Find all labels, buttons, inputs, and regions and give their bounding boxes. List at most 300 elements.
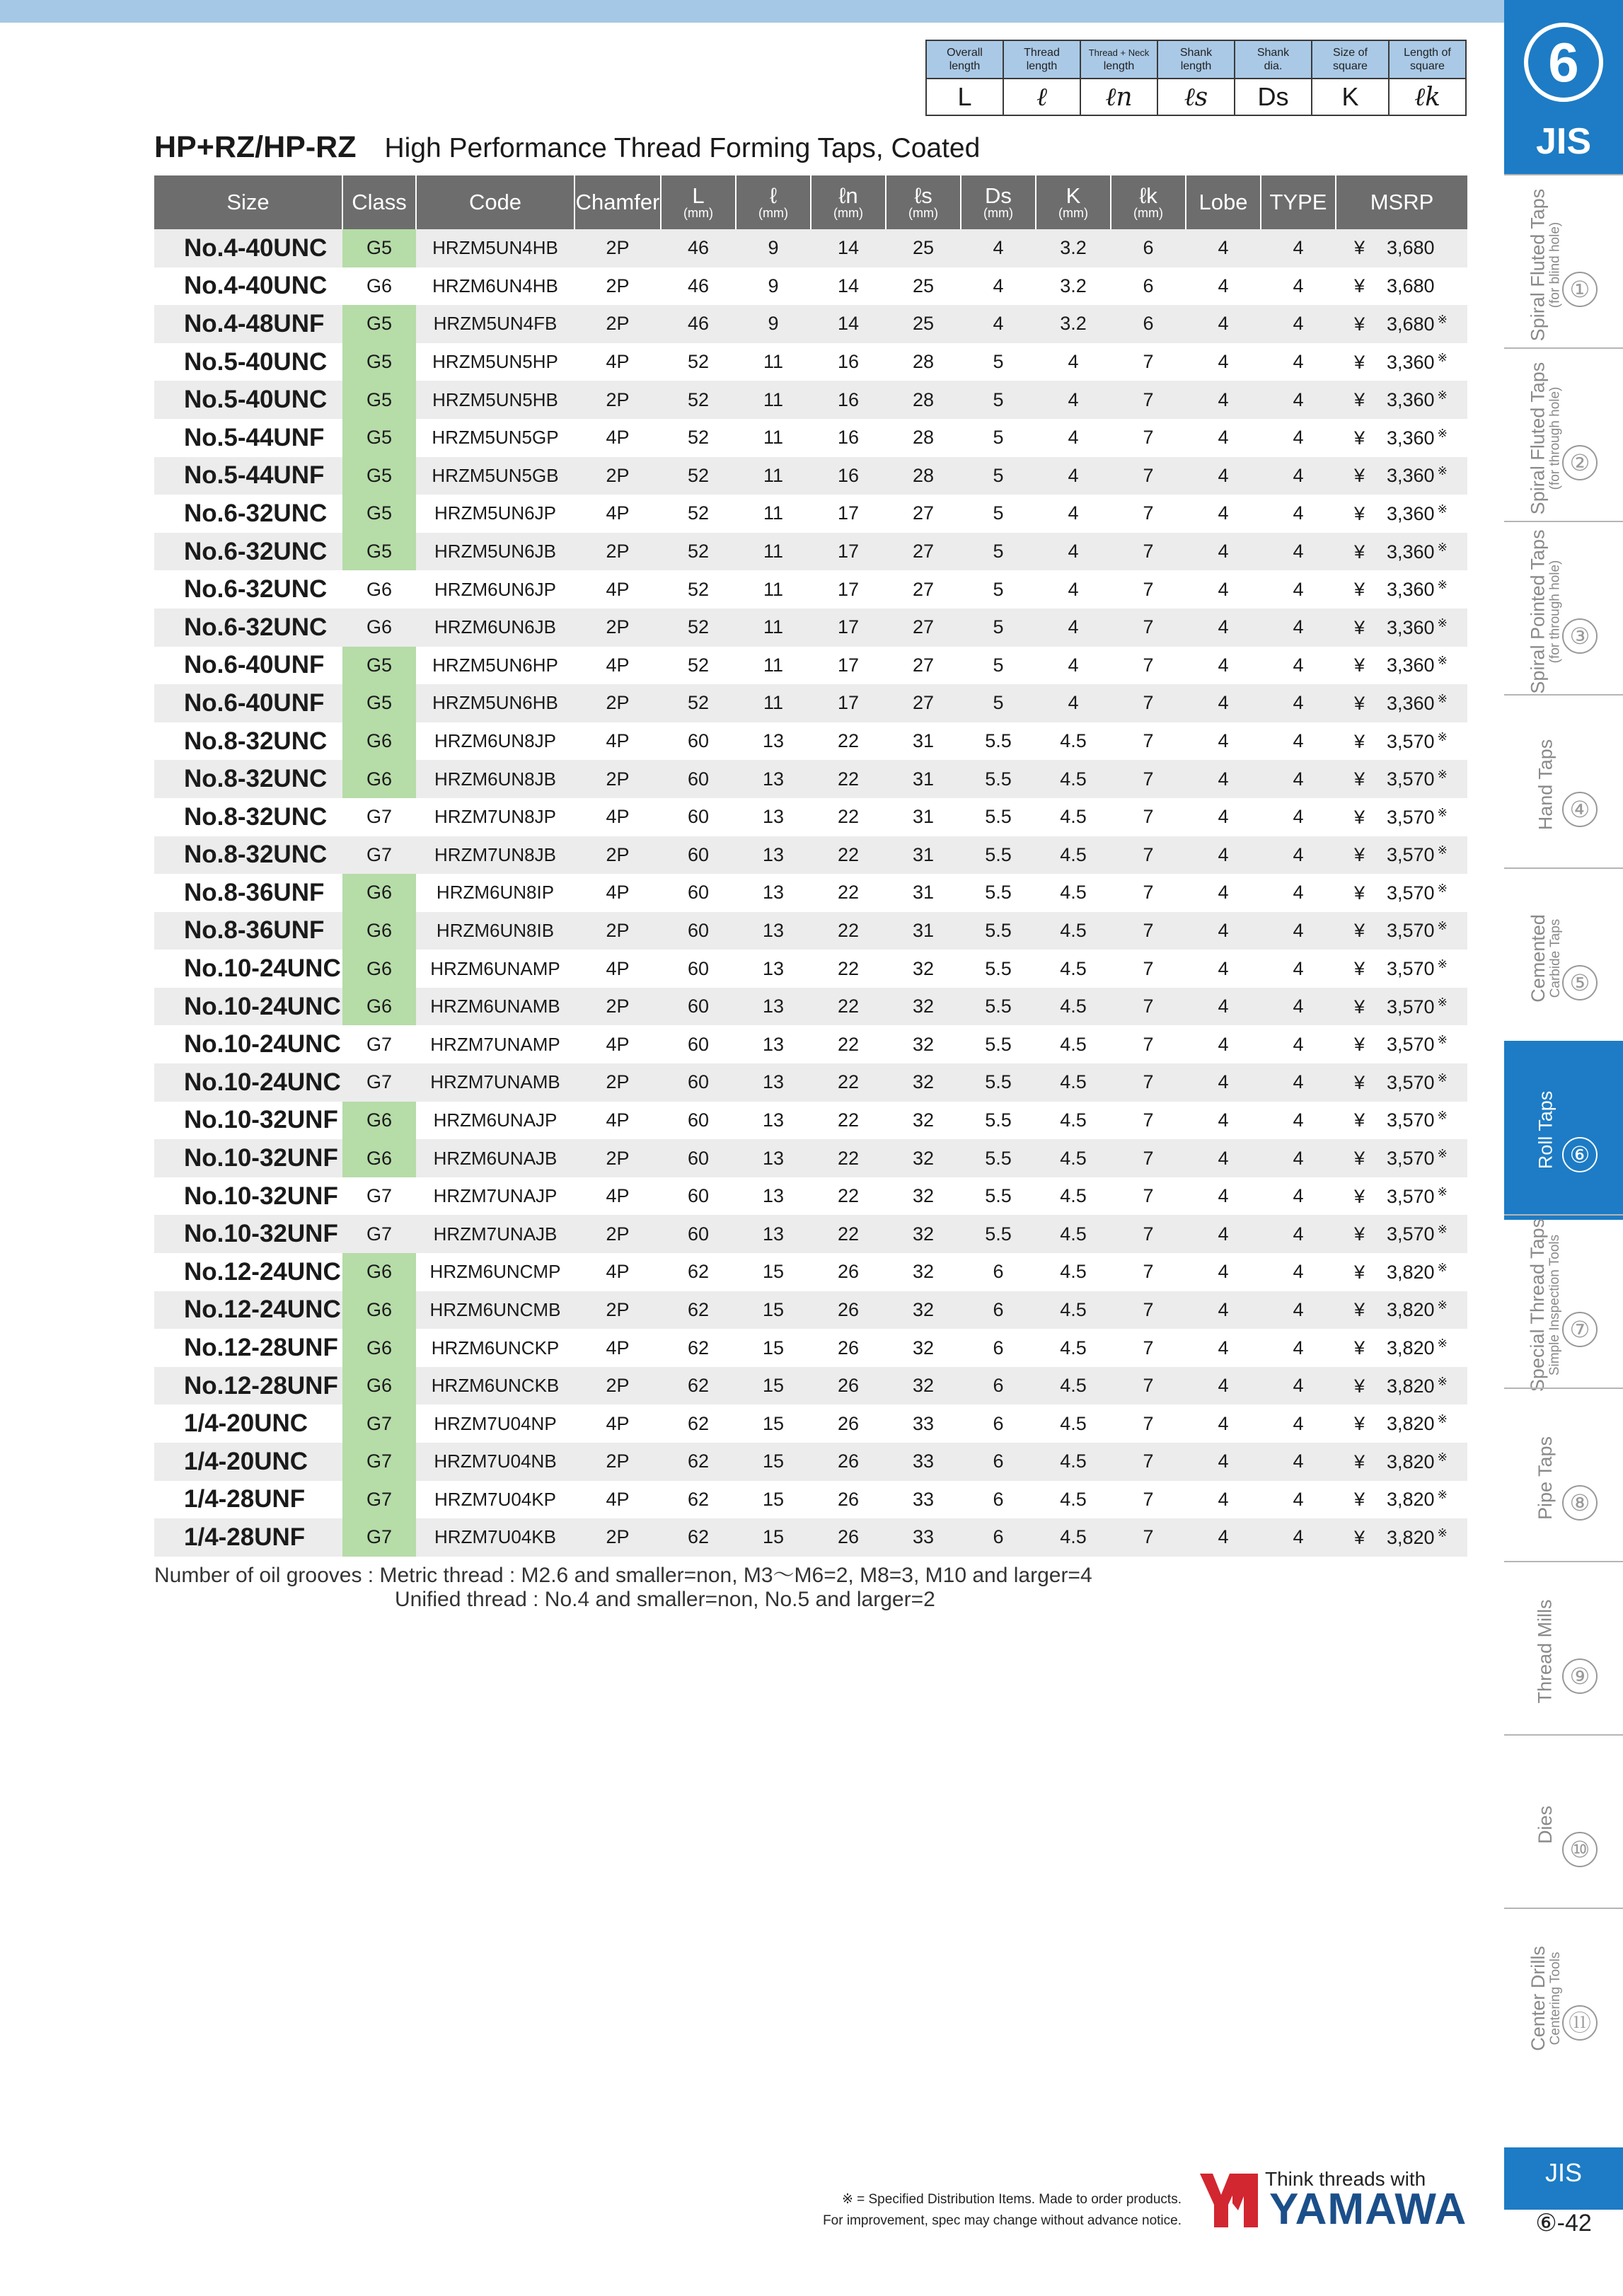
chapter-tab[interactable]: [1504, 867, 1623, 1048]
cell-class: G5: [342, 533, 416, 571]
cell-neck-length: 26: [837, 1261, 860, 1283]
chapter-tab-label-wrap: [1510, 181, 1581, 348]
cell-overall-length: 60: [661, 1215, 736, 1253]
dimension-legend: [925, 40, 1467, 116]
cell-msrp: [1336, 1215, 1467, 1253]
yen-symbol: ¥: [1354, 1223, 1365, 1245]
price-value: 3,360: [1387, 692, 1435, 714]
cell-thread-length: 15: [762, 1261, 785, 1283]
price-value: 3,360: [1387, 541, 1435, 563]
note-oil-grooves-unified: Unified thread : No.4 and smaller=non, No.5 and larger=2: [395, 1588, 935, 1611]
cell-neck-length: 17: [837, 578, 860, 600]
cell-chamfer: 4P: [606, 806, 630, 828]
chapter-tab-title: Cemented: [1527, 913, 1549, 1003]
cell-overall-length: 62: [687, 1488, 710, 1510]
price-value: 3,360: [1387, 389, 1435, 411]
cell-class: G6: [342, 760, 416, 798]
cell-square-length: 7: [1143, 1033, 1154, 1055]
price-value: 3,680: [1387, 275, 1435, 296]
cell-neck-length: 26: [811, 1291, 886, 1329]
cell-square-size: 4.5: [1060, 1337, 1087, 1358]
distribution-mark-icon: ※: [1437, 1147, 1448, 1161]
cell-overall-length: 60: [687, 957, 710, 979]
yen-symbol: ¥: [1354, 502, 1365, 524]
cell-msrp: [1336, 1139, 1467, 1177]
cell-code: HRZM6UNAMB: [416, 988, 574, 1026]
cell-code: HRZM5UN5GB: [416, 457, 574, 495]
cell-type: 4: [1261, 381, 1336, 419]
cell-square-size: 4: [1036, 381, 1111, 419]
column-header-unit: (mm): [758, 206, 788, 220]
cell-square-length: 7: [1143, 502, 1154, 524]
cell-overall-length: 60: [661, 836, 736, 875]
cell-type: 4: [1293, 578, 1304, 600]
legend-label-line: square: [1333, 60, 1368, 72]
cell-square-length: 7: [1143, 654, 1154, 676]
cell-shank-length: 28: [912, 427, 935, 449]
column-header: [961, 175, 1036, 229]
cell-thread-length: 15: [736, 1443, 811, 1481]
chapter-tab[interactable]: [1504, 347, 1623, 528]
cell-class: G6: [342, 950, 416, 988]
cell-msrp: [1336, 950, 1467, 988]
cell-thread-length: 11: [763, 427, 784, 449]
cell-size: No.4-40UNC: [154, 229, 342, 267]
cell-type: 4: [1261, 305, 1336, 343]
cell-square-length: 7: [1143, 806, 1154, 828]
cell-thread-length: 9: [736, 229, 811, 267]
legend-label: [1235, 40, 1312, 79]
cell-lobe: 4: [1186, 912, 1261, 950]
cell-neck-length: 22: [837, 806, 860, 828]
legend-label: [1389, 40, 1466, 79]
cell-class: G5: [342, 647, 416, 685]
cell-msrp: [1336, 1177, 1467, 1216]
cell-class: G7: [342, 1404, 416, 1443]
cell-overall-length: 62: [687, 1337, 710, 1358]
column-header-label: ℓs: [914, 183, 932, 208]
cell-code: HRZM5UN4HB: [416, 229, 574, 267]
cell-square-size: 4: [1036, 457, 1111, 495]
page-title: [154, 130, 980, 165]
cell-chamfer: 4P: [606, 351, 630, 373]
cell-msrp: [1336, 1063, 1467, 1102]
cell-neck-length: 26: [811, 1367, 886, 1405]
cell-msrp: [1336, 874, 1467, 912]
price-value: 3,820: [1387, 1261, 1435, 1283]
cell-size: No.6-32UNC: [154, 533, 342, 571]
cell-square-length: 7: [1111, 457, 1186, 495]
cell-class: G5: [342, 381, 416, 419]
cell-code: HRZM6UNAJB: [416, 1139, 574, 1177]
cell-square-length: 7: [1143, 1488, 1154, 1510]
distribution-mark-icon: ※: [1437, 843, 1448, 858]
chapter-tab[interactable]: [1504, 1734, 1623, 1915]
column-header-unit: (mm): [983, 206, 1013, 220]
cell-overall-length: 52: [661, 533, 736, 571]
cell-square-length: 7: [1111, 1518, 1186, 1557]
cell-square-size: 4.5: [1060, 1185, 1087, 1207]
cell-chamfer: 4P: [606, 1185, 630, 1207]
cell-neck-length: 22: [837, 730, 860, 752]
cell-square-length: 7: [1111, 912, 1186, 950]
cell-shank-dia: 6: [961, 1443, 1036, 1481]
chapter-tab[interactable]: [1504, 1214, 1623, 1395]
cell-code: HRZM5UN5HB: [416, 381, 574, 419]
legend-symbol: ℓs: [1157, 79, 1235, 115]
cell-square-size: 4.5: [1060, 1488, 1087, 1510]
column-header-label: ℓn: [838, 183, 858, 208]
chapter-jis-label: JIS: [1535, 121, 1592, 162]
footer-note-distribution: ※ = Specified Distribution Items. Made to order products.: [841, 2192, 1182, 2207]
cell-shank-length: 31: [886, 836, 961, 875]
table-row: [154, 608, 1467, 647]
distribution-mark-icon: ※: [1437, 1071, 1448, 1085]
cell-size: No.6-32UNC: [154, 608, 342, 647]
cell-type: 4: [1293, 882, 1304, 904]
cell-shank-length: 32: [886, 988, 961, 1026]
cell-size: No.8-32UNC: [154, 836, 342, 875]
cell-lobe: 4: [1218, 1109, 1229, 1131]
column-header-label: Chamfer: [575, 190, 660, 214]
cell-thread-length: 11: [736, 533, 811, 571]
cell-shank-dia: 5.5: [961, 1139, 1036, 1177]
chapter-tab[interactable]: [1504, 521, 1623, 701]
cell-code: HRZM7U04NP: [434, 1412, 557, 1434]
cell-shank-length: 33: [912, 1412, 935, 1434]
cell-type: 4: [1293, 275, 1304, 296]
cell-msrp: [1336, 229, 1467, 267]
cell-shank-dia: 5: [961, 684, 1036, 722]
cell-shank-length: 27: [912, 654, 935, 676]
cell-square-length: 7: [1111, 1215, 1186, 1253]
price-value: 3,570: [1387, 844, 1435, 866]
cell-overall-length: 60: [661, 1063, 736, 1102]
cell-shank-dia: 6: [993, 1261, 1004, 1283]
cell-thread-length: 13: [762, 806, 785, 828]
cell-size: No.10-32UNF: [184, 1182, 338, 1210]
column-header-label: Ds: [985, 183, 1012, 208]
cell-shank-dia: 5: [993, 578, 1004, 600]
legend-label: [1312, 40, 1389, 79]
cell-shank-dia: 6: [993, 1412, 1004, 1434]
cell-overall-length: 52: [687, 578, 710, 600]
cell-overall-length: 62: [661, 1367, 736, 1405]
legend-label-line: Thread: [1024, 47, 1060, 59]
chapter-tab-label-wrap: [1510, 354, 1581, 521]
cell-class: G7: [366, 806, 393, 828]
cell-neck-length: 17: [811, 608, 886, 647]
cell-size: No.12-28UNF: [184, 1334, 338, 1362]
cell-overall-length: 62: [661, 1518, 736, 1557]
cell-square-size: 4.5: [1036, 988, 1111, 1026]
cell-square-size: 4: [1068, 578, 1079, 600]
cell-thread-length: 13: [736, 1139, 811, 1177]
cell-lobe: 4: [1218, 882, 1229, 904]
cell-chamfer: 2P: [574, 381, 661, 419]
distribution-mark-icon: ※: [1437, 1109, 1448, 1123]
column-header-unit: (mm): [908, 206, 938, 220]
distribution-mark-icon: ※: [1437, 616, 1448, 630]
cell-chamfer: 4P: [606, 1261, 630, 1283]
table-row: [154, 1139, 1467, 1177]
yen-symbol: ¥: [1354, 1489, 1365, 1511]
chapter-tab-label: [1528, 914, 1563, 1003]
yen-symbol: ¥: [1354, 1185, 1365, 1207]
cell-square-length: 7: [1111, 1139, 1186, 1177]
cell-shank-length: 31: [912, 882, 935, 904]
yen-symbol: ¥: [1354, 541, 1365, 563]
chapter-tab-label-wrap: [1510, 1218, 1581, 1392]
cell-code: HRZM6UNAMP: [430, 957, 560, 979]
cell-chamfer: 2P: [574, 760, 661, 798]
cell-class: G6: [342, 608, 416, 647]
table-row: [154, 1329, 1467, 1367]
yen-symbol: ¥: [1354, 1071, 1365, 1093]
cell-msrp: [1336, 722, 1467, 761]
cell-chamfer: 2P: [574, 1215, 661, 1253]
chapter-tab-title: Thread Mills: [1535, 1599, 1556, 1704]
cell-thread-length: 11: [763, 502, 784, 524]
cell-shank-dia: 5.5: [985, 957, 1012, 979]
cell-code: HRZM6UN6JP: [434, 578, 556, 600]
legend-symbol: Ds: [1235, 79, 1312, 115]
distribution-mark-icon: ※: [1437, 502, 1448, 516]
cell-class: G6: [342, 1139, 416, 1177]
cell-square-size: 4.5: [1036, 836, 1111, 875]
cell-thread-length: 11: [763, 578, 784, 600]
product-series: HP+RZ/HP-RZ: [154, 130, 357, 164]
cell-shank-length: 28: [912, 351, 935, 373]
cell-size: No.4-48UNF: [154, 305, 342, 343]
chapter-tab-label: [1535, 1091, 1555, 1170]
column-header: [1111, 175, 1186, 229]
chapter-tab-number: ③: [1562, 618, 1598, 654]
distribution-mark-icon: ※: [1437, 995, 1448, 1009]
cell-chamfer: 4P: [606, 730, 630, 752]
column-header-label: Lobe: [1199, 190, 1248, 214]
cell-chamfer: 2P: [574, 684, 661, 722]
cell-type: 4: [1261, 912, 1336, 950]
chapter-tab-label: [1535, 1436, 1555, 1520]
cell-square-size: 4.5: [1036, 1291, 1111, 1329]
cell-code: HRZM7UNAMB: [416, 1063, 574, 1102]
chapter-tab[interactable]: [1504, 1388, 1623, 1568]
table-row: [154, 1481, 1467, 1519]
cell-size: No.4-40UNC: [184, 272, 328, 300]
cell-overall-length: 62: [687, 1412, 710, 1434]
cell-type: 4: [1261, 1291, 1336, 1329]
chapter-tab[interactable]: [1504, 694, 1623, 875]
cell-chamfer: 2P: [574, 608, 661, 647]
distribution-mark-icon: ※: [1437, 654, 1448, 668]
cell-code: HRZM5UN6HP: [432, 654, 558, 676]
cell-code: HRZM7UNAMP: [430, 1033, 560, 1055]
table-row: [154, 1177, 1467, 1216]
column-header-label: K: [1065, 183, 1081, 208]
column-header-unit: (mm): [1133, 206, 1163, 220]
chapter-tab-title: Spiral Pointed Taps: [1527, 529, 1549, 694]
table-row: [154, 305, 1467, 343]
price-value: 3,680: [1387, 313, 1435, 335]
cell-square-length: 7: [1143, 351, 1154, 373]
distribution-mark-icon: ※: [1437, 578, 1448, 592]
cell-msrp: [1336, 495, 1467, 533]
cell-msrp: [1336, 798, 1467, 836]
cell-shank-length: 25: [886, 229, 961, 267]
chapter-tab[interactable]: [1504, 1561, 1623, 1741]
cell-chamfer: 4P: [606, 1033, 630, 1055]
cell-code: HRZM5UN6HB: [416, 684, 574, 722]
notes: [154, 1564, 1092, 1612]
cell-lobe: 4: [1218, 427, 1229, 449]
chapter-tab[interactable]: [1504, 1041, 1623, 1220]
yen-symbol: ¥: [1354, 654, 1365, 676]
column-header-unit: (mm): [1058, 206, 1088, 220]
cell-msrp: [1336, 836, 1467, 875]
chapter-tab-label-wrap: [1510, 1395, 1581, 1562]
cell-lobe: 4: [1186, 760, 1261, 798]
cell-square-size: 4.5: [1036, 1139, 1111, 1177]
column-header-label: Class: [352, 190, 407, 214]
cell-thread-length: 13: [736, 760, 811, 798]
cell-msrp: [1336, 381, 1467, 419]
cell-lobe: 4: [1186, 1443, 1261, 1481]
cell-shank-length: 32: [886, 1291, 961, 1329]
cell-class: G6: [342, 1253, 416, 1291]
cell-chamfer: 4P: [606, 1412, 630, 1434]
price-value: 3,360: [1387, 502, 1435, 524]
cell-overall-length: 52: [661, 684, 736, 722]
chapter-tab-label-wrap: [1510, 1568, 1581, 1735]
column-header: [661, 175, 736, 229]
cell-square-length: 7: [1143, 427, 1154, 449]
cell-shank-length: 27: [886, 684, 961, 722]
cell-msrp: [1336, 1329, 1467, 1367]
chapter-tab[interactable]: [1504, 1908, 1623, 2088]
table-row: [154, 760, 1467, 798]
chapter-tab[interactable]: [1504, 174, 1623, 354]
legend-label: [1003, 40, 1080, 79]
cell-neck-length: 22: [811, 760, 886, 798]
cell-overall-length: 60: [661, 1139, 736, 1177]
cell-neck-length: 26: [811, 1518, 886, 1557]
cell-msrp: [1336, 1404, 1467, 1443]
cell-neck-length: 14: [811, 305, 886, 343]
chapter-tab-label-wrap: [1510, 1046, 1581, 1213]
cell-lobe: 4: [1186, 1518, 1261, 1557]
price-value: 3,570: [1387, 1185, 1435, 1207]
cell-square-size: 4.5: [1060, 730, 1087, 752]
cell-square-size: 4.5: [1036, 912, 1111, 950]
cell-size: No.10-32UNF: [184, 1106, 338, 1134]
cell-msrp: [1336, 1518, 1467, 1557]
cell-square-size: 4: [1036, 608, 1111, 647]
cell-thread-length: 11: [763, 654, 784, 676]
distribution-mark-icon: ※: [1437, 729, 1448, 744]
cell-overall-length: 52: [661, 457, 736, 495]
cell-shank-dia: 5: [961, 381, 1036, 419]
cell-chamfer: 2P: [574, 1518, 661, 1557]
cell-square-length: 7: [1111, 988, 1186, 1026]
cell-class: G6: [366, 275, 393, 296]
chapter-tab-title: Hand Taps: [1535, 739, 1556, 831]
cell-square-length: 6: [1111, 305, 1186, 343]
cell-thread-length: 13: [762, 882, 785, 904]
table-row: [154, 647, 1467, 685]
cell-type: 4: [1293, 1488, 1304, 1510]
cell-code: HRZM6UN8JB: [416, 760, 574, 798]
table-row: [154, 1063, 1467, 1102]
cell-overall-length: 46: [661, 229, 736, 267]
legend-symbol: ℓn: [1080, 79, 1157, 115]
cell-chamfer: 4P: [606, 1109, 630, 1131]
cell-square-size: 4.5: [1036, 1063, 1111, 1102]
cell-shank-length: 32: [886, 1139, 961, 1177]
cell-thread-length: 15: [762, 1412, 785, 1434]
chapter-tab-number: ④: [1562, 792, 1598, 827]
cell-code: HRZM6UN8IP: [436, 882, 555, 904]
cell-thread-length: 13: [736, 836, 811, 875]
cell-msrp: [1336, 912, 1467, 950]
yen-symbol: ¥: [1354, 579, 1365, 601]
chapter-tab-title: Roll Taps: [1535, 1090, 1556, 1170]
cell-chamfer: 2P: [574, 1291, 661, 1329]
table-row: [154, 1518, 1467, 1557]
cell-size: No.8-32UNC: [184, 802, 328, 831]
legend-label: [1080, 40, 1157, 79]
price-value: 3,570: [1387, 958, 1435, 980]
cell-class: G7: [342, 1215, 416, 1253]
cell-overall-length: 60: [687, 730, 710, 752]
yen-symbol: ¥: [1354, 1034, 1365, 1056]
chapter-tab-label: [1535, 1806, 1555, 1844]
cell-msrp: [1336, 647, 1467, 685]
chapter-tab-label: [1528, 1218, 1563, 1391]
cell-code: HRZM6UNAJP: [433, 1109, 558, 1131]
cell-shank-length: 33: [912, 1488, 935, 1510]
cell-class: G5: [342, 457, 416, 495]
yen-symbol: ¥: [1354, 730, 1365, 752]
cell-square-length: 7: [1143, 1261, 1154, 1283]
cell-shank-dia: 6: [993, 1337, 1004, 1358]
cell-neck-length: 14: [837, 275, 860, 296]
yen-symbol: ¥: [1354, 313, 1365, 335]
cell-square-size: 4: [1068, 351, 1079, 373]
cell-shank-dia: 6: [961, 1367, 1036, 1405]
cell-thread-length: 15: [762, 1337, 785, 1358]
cell-class: G6: [342, 1102, 416, 1140]
legend-label-line: length: [949, 60, 981, 72]
price-value: 3,570: [1387, 1109, 1435, 1131]
cell-type: 4: [1293, 1412, 1304, 1434]
cell-neck-length: 22: [837, 1109, 860, 1131]
cell-shank-dia: 5.5: [961, 1215, 1036, 1253]
cell-overall-length: 62: [687, 1261, 710, 1283]
chapter-tab-subtitle: (for through hole): [1547, 386, 1563, 490]
yen-symbol: ¥: [1354, 1261, 1365, 1283]
yen-symbol: ¥: [1354, 1299, 1365, 1321]
table-row: [154, 684, 1467, 722]
chapter-tab-label: [1528, 529, 1563, 693]
cell-neck-length: 22: [811, 912, 886, 950]
cell-square-length: 7: [1143, 882, 1154, 904]
chapter-tab-subtitle: Carbide Taps: [1547, 918, 1563, 998]
cell-chamfer: 4P: [606, 1337, 630, 1358]
cell-msrp: [1336, 570, 1467, 608]
cell-size: No.5-40UNC: [184, 347, 328, 376]
yen-symbol: ¥: [1354, 1413, 1365, 1435]
